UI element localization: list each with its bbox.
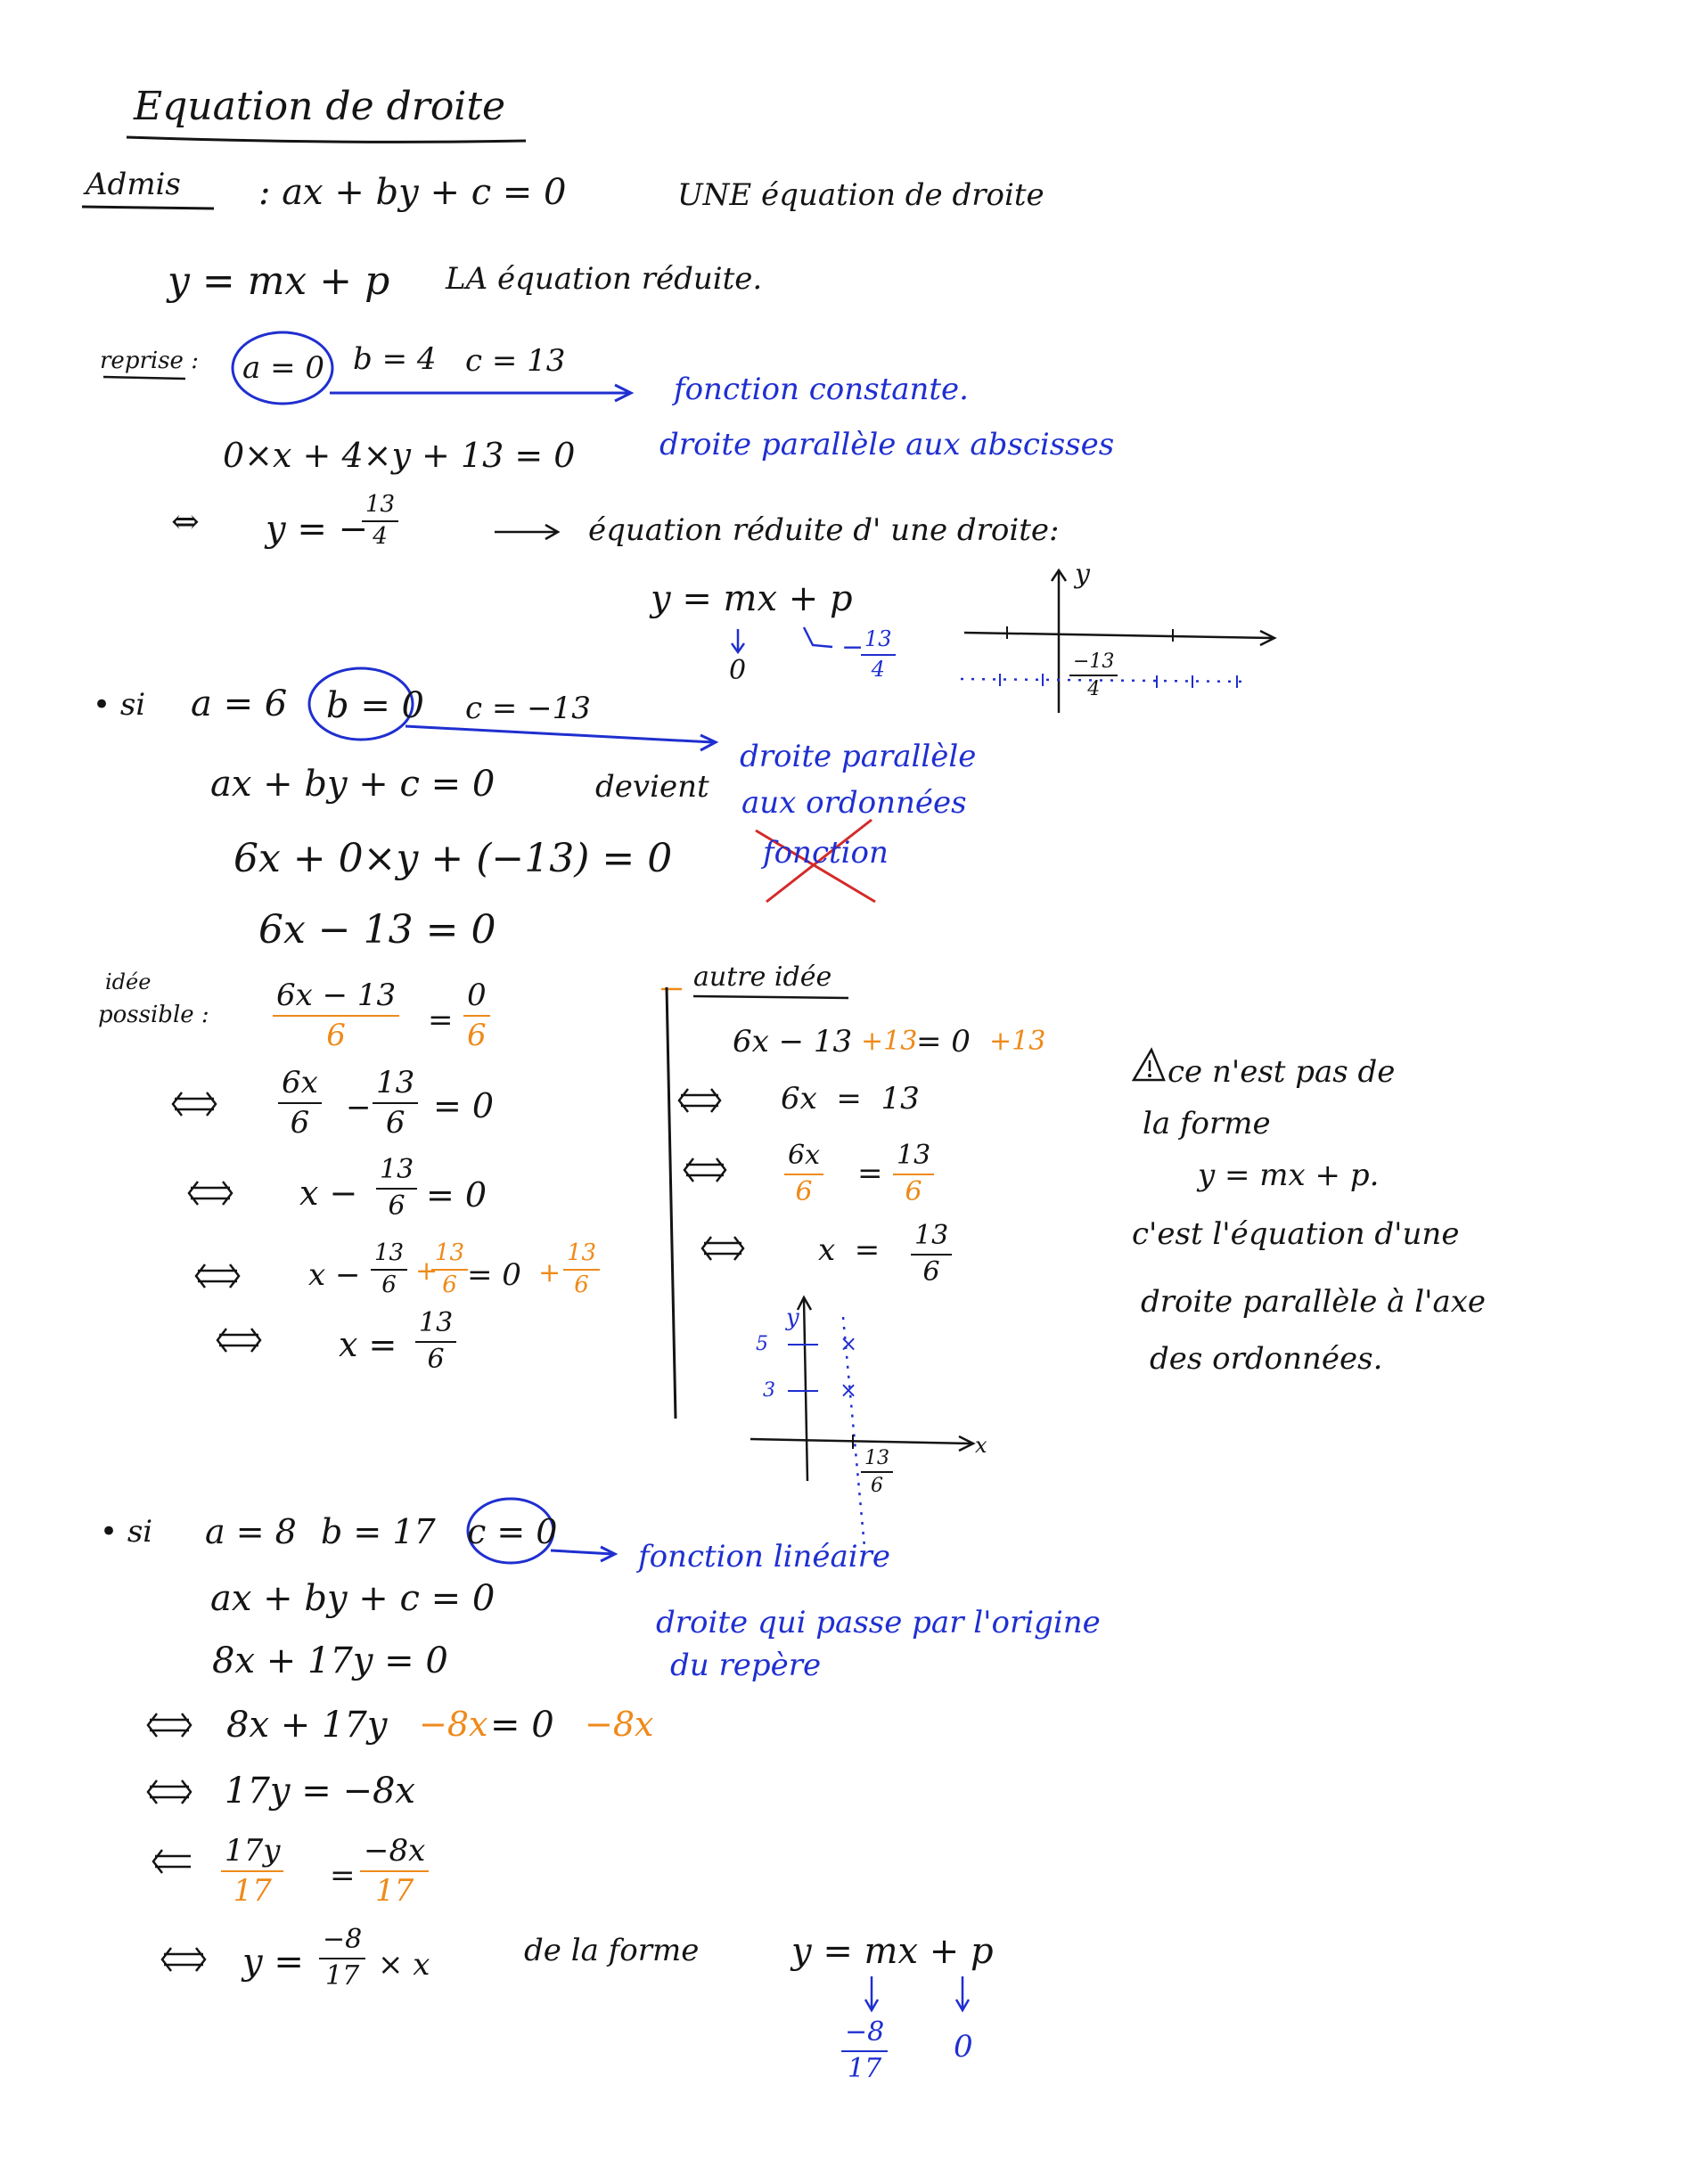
step4-lhs: x −	[308, 1257, 361, 1293]
step3-lhs: x −	[299, 1174, 358, 1213]
reduced-equation-desc: LA équation réduite.	[446, 261, 763, 297]
warning-line-3: y = mx + p.	[1198, 1157, 1380, 1193]
other-step3-equals: =	[857, 1156, 883, 1191]
other-step1-add: +13	[861, 1026, 918, 1057]
step2-minus: −	[346, 1090, 372, 1125]
admis-label: Admis	[86, 167, 181, 202]
case3-form-prefix: de la forme	[524, 1933, 700, 1968]
reprise-underline	[103, 377, 185, 379]
idea-label-1: idée	[105, 969, 152, 994]
step4-mid: = 0	[467, 1257, 521, 1293]
title-underline	[127, 137, 526, 142]
reprise-m-value: 0	[729, 655, 747, 686]
case2-eq1: ax + by + c = 0	[210, 764, 496, 805]
case3-note-2: droite qui passe par l'origine	[656, 1605, 1101, 1640]
step2-fraction-a: $\frac{6x}{6}$	[278, 1066, 322, 1141]
graph2-x-label: x	[975, 1433, 987, 1458]
case2-b: b = 0	[326, 685, 424, 726]
general-equation: : ax + by + c = 0	[258, 172, 567, 213]
step5-lhs: x =	[339, 1325, 397, 1364]
page-title: Equation de droite	[134, 84, 506, 129]
arrow-case3	[551, 1550, 613, 1554]
equiv-arrows-case3	[148, 1714, 205, 1971]
warning-line-1: ce n'est pas de	[1167, 1054, 1396, 1090]
reduced-note: équation réduite d' une droite:	[588, 512, 1060, 548]
case3-eq6-fraction: $\frac{-8}{17}$	[319, 1925, 365, 1992]
other-idea-label: autre idée	[693, 961, 832, 993]
case3-eq5-right: $\frac{-8x}{17}$	[360, 1834, 429, 1909]
graph-vertical-line	[750, 1297, 973, 1547]
other-step4-lhs: x =	[818, 1232, 881, 1268]
admis-underline	[82, 207, 214, 209]
case2-eq1-suffix: devient	[595, 769, 709, 805]
case3-m-fraction: $\frac{-8}{17}$	[841, 2017, 888, 2084]
step4-fraction-a: $\frac{13}{6}$	[371, 1240, 407, 1299]
graph2-fraction: $\frac{13}{6}$	[861, 1447, 893, 1498]
equiv-arrows-right	[679, 1089, 743, 1260]
case2-eq3: 6x − 13 = 0	[258, 907, 496, 953]
other-step2: 6x = 13	[781, 1081, 920, 1117]
case3-p-value: 0	[954, 2029, 973, 2065]
general-equation-desc: UNE équation de droite	[677, 177, 1045, 213]
case3-note-3: du repère	[670, 1648, 822, 1683]
case3-note-1: fonction linéaire	[638, 1539, 890, 1575]
case3-a: a = 8	[205, 1512, 297, 1551]
graph2-tick-5: 5	[756, 1333, 768, 1355]
other-step1-add-right: +13	[989, 1026, 1046, 1057]
reprise-label: reprise :	[100, 348, 199, 374]
graph2-tick-3: 3	[763, 1379, 775, 1402]
case2-a: a = 6	[191, 683, 288, 724]
case3-c: c = 0	[467, 1512, 558, 1551]
graph1-point-fraction: $\frac{-13}{4}$	[1069, 650, 1118, 701]
case3-eq3-lhs: 8x + 17y	[226, 1705, 388, 1746]
step2-end: = 0	[433, 1086, 495, 1125]
case3-eq3-sub: −8x	[419, 1705, 488, 1744]
idea-label-2: possible :	[98, 1002, 209, 1028]
step4-plus-b: +	[538, 1257, 561, 1288]
case2-crossed-word: fonction	[763, 835, 889, 871]
step3-fraction: $\frac{13}{6}$	[376, 1155, 417, 1222]
other-step1-lhs: 6x − 13	[733, 1024, 853, 1059]
case3-eq2: 8x + 17y = 0	[212, 1640, 448, 1681]
case2-c: c = −13	[465, 691, 591, 726]
graph2-mark-2: ×	[840, 1378, 858, 1403]
reprise-eq2: y = −	[266, 509, 369, 550]
case3-form: y = mx + p	[791, 1931, 994, 1972]
reprise-a: a = 0	[242, 350, 325, 386]
reduced-equation: y = mx + p	[168, 258, 390, 304]
case2-bullet: • si	[93, 687, 146, 723]
step1-equals: =	[428, 1002, 454, 1038]
case3-b: b = 17	[321, 1512, 436, 1551]
warning-line-4: c'est l'équation d'une	[1132, 1216, 1460, 1252]
arrow-p	[804, 627, 832, 647]
case2-note-2: aux ordonnées	[741, 785, 967, 821]
case3-eq5-equals: =	[330, 1858, 356, 1894]
equiv-arrows-left	[173, 1092, 260, 1352]
equiv-sign: ⇔	[171, 502, 200, 541]
reprise-eq2-fraction: $\frac{13}{4}$	[362, 492, 398, 551]
reprise-eq1: 0×x + 4×y + 13 = 0	[223, 436, 576, 475]
reprise-b: b = 4	[353, 341, 437, 377]
step1-left-fraction: $\frac{6x - 13}{6}$	[273, 978, 399, 1053]
case3-eq3-mid: = 0	[490, 1705, 554, 1746]
step5-fraction: $\frac{13}{6}$	[415, 1308, 456, 1375]
reprise-p-fraction: $\frac{13}{4}$	[861, 627, 896, 682]
other-step3-right: $\frac{13}{6}$	[893, 1141, 934, 1207]
reprise-form: y = mx + p	[651, 578, 853, 619]
case3-eq5-left: $\frac{17y}{17}$	[221, 1834, 283, 1909]
step3-end: = 0	[426, 1175, 487, 1215]
graph2-mark-1: ×	[840, 1331, 858, 1356]
graph2-y-label: y	[786, 1305, 799, 1331]
other-step1-mid: = 0	[916, 1024, 971, 1059]
reprise-c: c = 13	[465, 343, 566, 379]
warning-line-5: droite parallèle à l'axe	[1141, 1284, 1487, 1320]
case3-eq1: ax + by + c = 0	[210, 1578, 496, 1619]
step2-fraction-b: $\frac{13}{6}$	[373, 1066, 418, 1141]
warning-line-6: des ordonnées.	[1150, 1341, 1383, 1377]
step4-fraction-b: $\frac{13}{6}$	[431, 1240, 468, 1299]
graph1-y-label: y	[1075, 559, 1090, 590]
reprise-p-prefix: −	[841, 632, 864, 663]
case3-eq6-lhs: y =	[242, 1942, 304, 1983]
case3-eq3-sub-right: −8x	[585, 1705, 654, 1744]
arrow-case2	[406, 726, 713, 742]
step1-right-fraction: $\frac{0}{6}$	[463, 978, 490, 1053]
reprise-note-1: fonction constante.	[674, 372, 969, 407]
step4-plus: +	[415, 1256, 438, 1287]
case2-eq2: 6x + 0×y + (−13) = 0	[233, 836, 673, 881]
case3-eq6-rhs: × x	[378, 1947, 430, 1983]
other-step4-fraction: $\frac{13}{6}$	[911, 1221, 952, 1288]
case3-eq4: 17y = −8x	[225, 1771, 415, 1812]
reprise-note-2: droite parallèle aux abscisses	[659, 427, 1115, 462]
other-step3-left: $\frac{6x}{6}$	[784, 1141, 823, 1207]
column-divider	[667, 987, 676, 1419]
step4-fraction-c: $\frac{13}{6}$	[563, 1240, 600, 1299]
warning-triangle-icon	[1134, 1050, 1164, 1080]
case3-bullet: • si	[100, 1514, 153, 1550]
warning-line-2: la forme	[1143, 1106, 1271, 1141]
case2-note-1: droite parallèle	[740, 739, 977, 774]
